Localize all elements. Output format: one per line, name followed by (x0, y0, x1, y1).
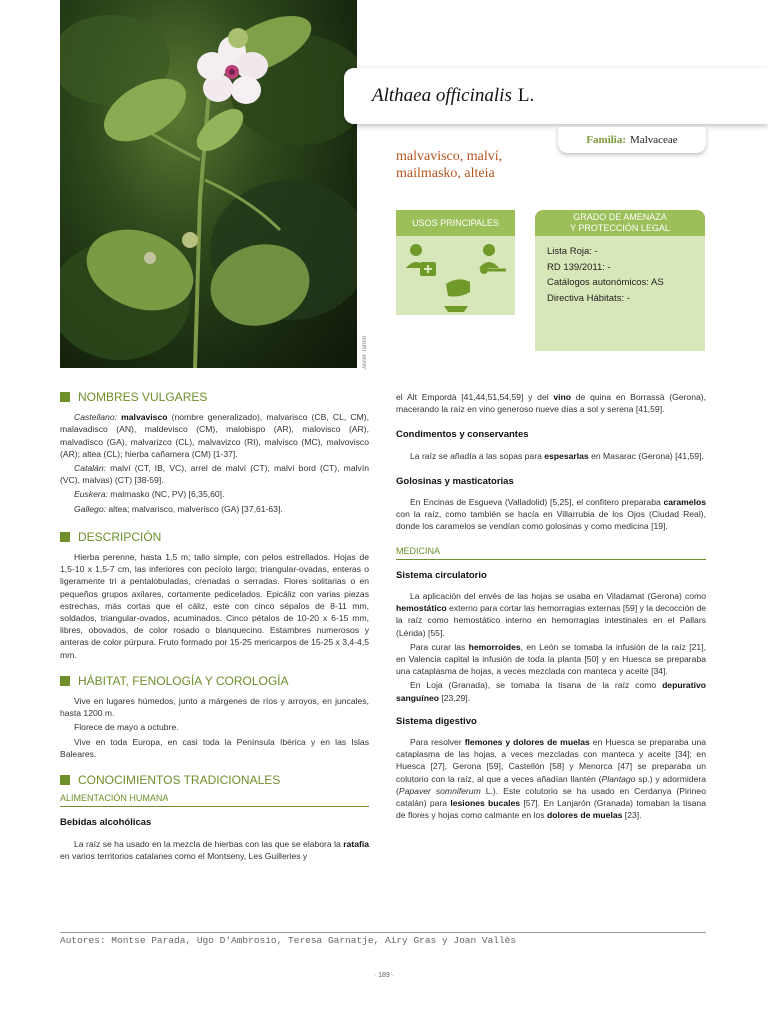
section-marker (60, 775, 70, 785)
grado-header-line: GRADO DE AMENAZA (573, 212, 667, 222)
right-column (396, 391, 706, 823)
cont-text: de quina en Borrassà (Gerona), macerando la raíz en vino generoso nueve días a sol y serena [41,59]. (396, 392, 706, 415)
medicina-subheading: MEDICINA (396, 545, 706, 560)
circ-text: externo para cortar las hemorragias externas [59] y la decocción de la raíz como hemostático interno en hemorragias intestinales en el Pallars (Lérida) [55]. (396, 603, 707, 638)
section-marker (60, 676, 70, 686)
catalan-para (60, 462, 369, 486)
gallego-label: Gallego: (74, 503, 107, 514)
usos-header: USOS PRINCIPALES (396, 210, 515, 236)
bebidas-para (60, 838, 369, 862)
habitat-heading (60, 675, 369, 687)
usos-panel (396, 236, 515, 315)
habitat-para: Florece de mayo a octubre. (74, 722, 179, 733)
mortar-icon (444, 279, 470, 312)
habitat-para: Vive en toda Europa, en casi toda la Península Ibérica y en las Islas Baleares. (60, 736, 369, 759)
conocimientos-heading (60, 774, 369, 786)
family-value: Malvaceae (630, 134, 678, 146)
cond-text: La raíz se añadía a las sopas para (410, 450, 545, 461)
circ-text: Para curar las (410, 641, 469, 652)
circ-text: , en León se tomaba la infusión de la raíz [21], en Valencia capital la infusión de toda la planta [50] y en Huesca se preparaba una cataplasma de hojas, a veces mezclada con manteca y aceite [34]. (396, 641, 706, 677)
grado-item: RD 139/2011: - (547, 261, 611, 273)
species-title-box (344, 68, 768, 124)
bebidas-heading: Bebidas alcohólicas (60, 817, 152, 829)
habitat-para: Vive en lugares húmedos, junto a márgenes de ríos y arroyos, en juncales, hasta 1200 m. (60, 696, 369, 719)
circ-bold: hemostático (396, 603, 447, 614)
grado-header-line: Y PROTECCIÓN LEGAL (570, 223, 670, 233)
dig-bold: dolores de muelas (546, 810, 623, 821)
medicine-icon (479, 244, 506, 274)
nombres-title: NOMBRES VULGARES (78, 390, 208, 404)
common-names (396, 148, 556, 182)
descripcion-heading (60, 531, 369, 543)
gol-bold: caramelos (663, 497, 706, 508)
catalan-label: Catalán: (74, 463, 107, 474)
condimentos-heading: Condimentos y conservantes (396, 429, 529, 441)
circ-text: [23,29]. (438, 692, 471, 703)
common-names-line: mailmasko, alteia (396, 166, 495, 181)
castellano-text: (nombre generalizado), malvarisco (CB, CL, CM), malavadisco (AN), maldevisco (CM), malobispo (AR), malovisco (AR), malvadisco (GA), malvarizco (CL), malvavizco (RI), malvisco (MC), malvovisco (AR); altea (CL); hierba cañamera (CM) [1-37]. (60, 412, 370, 459)
catalan-text: malví (CT, IB, VC), arrel de malví (CT), malví bord (CT), malvín (VC), malvas) (CT) [38-59]. (60, 463, 369, 486)
alimentacion-subheading: ALIMENTACIÓN HUMANA (60, 792, 369, 807)
castellano-label: Castellano: (74, 412, 117, 423)
grado-item: Lista Roja: - (547, 246, 598, 257)
page-number: · 189 · (373, 972, 395, 979)
cont-para (396, 391, 706, 415)
dig-text: Para resolver (410, 737, 465, 748)
family-tab (558, 127, 706, 153)
gol-text: En Encinas de Esgueva (Valladolid) [5,25], el confitero preparaba (410, 497, 664, 508)
grado-item: Directiva Hábitats: - (547, 292, 630, 304)
nombres-heading (60, 391, 369, 403)
circ-bold: hemorroides (468, 641, 521, 652)
gol-text: con la raíz, como también se hacía en Villarrubia de los Ojos (Ciudad Real), donde los caramelos se vendían como golosinas y como medicina [19]. (396, 509, 706, 532)
species-name: Althaea officinalis (372, 85, 512, 106)
left-column (60, 391, 369, 864)
cond-text: en Masarac (Gerona) [41,59]. (588, 450, 704, 461)
circ-bold: depurativo sanguíneo (396, 680, 706, 703)
bebidas-bold: ratafia (343, 838, 369, 849)
euskera-text: malmasko (NC, PV) [6,35,60]. (107, 489, 225, 500)
dig-text: sp.) y adormidera ( (396, 773, 706, 796)
dig-para (396, 736, 706, 821)
grado-item: Catálogos autonómicos: AS (547, 277, 664, 288)
golosinas-heading: Golosinas y masticatorias (396, 475, 514, 487)
bebidas-text: en varios territorios catalanes como el Montseny, Les Guilleries y (60, 850, 308, 861)
dig-em: Papaver somniferum (398, 785, 481, 796)
food-icon (406, 244, 436, 276)
gallego-text: altea; malvarisco, malverisco (GA) [37,61-63]. (106, 503, 283, 514)
family-label: Familia: (586, 134, 627, 146)
circ-para (396, 679, 706, 703)
authors: Autores: Montse Parada, Ugo D'Ambrosio, Teresa Garnatje, Airy Gras y Joan Vallès (60, 935, 517, 946)
cont-text: el Alt Empordà [41,44,51,54,59] y del (396, 392, 554, 402)
conocimientos-title: CONOCIMIENTOS TRADICIONALES (78, 773, 281, 788)
dig-text: [57]. En Lanjarón (Granada) tomaban la tisana de flores y hojas como calmante en los (396, 798, 706, 821)
grado-panel (535, 236, 705, 351)
grado-header (535, 210, 705, 236)
common-names-line: malvavisco, malví, (396, 149, 503, 164)
castellano-para (60, 411, 369, 460)
digestivo-heading: Sistema digestivo (396, 715, 477, 727)
circulatorio-heading: Sistema circulatorio (396, 569, 487, 581)
dig-text: [23]. (622, 810, 642, 821)
dig-text: L.). Este colutorio se ha usado en Cerdanya (Pirineo catalán) para (396, 785, 706, 809)
circ-para (396, 641, 706, 678)
euskera-label: Euskera: (74, 489, 108, 500)
gallego-para (60, 503, 369, 515)
dig-bold: lesiones bucales (450, 798, 521, 809)
section-marker (60, 392, 70, 402)
circ-para (396, 590, 706, 639)
circ-text: La aplicación del envés de las hojas se usaba en Viladamat (Gerona) como (410, 591, 706, 602)
plant-photo (60, 0, 357, 368)
condimentos-para (396, 450, 706, 462)
euskera-para (60, 488, 369, 500)
habitat-title: HÁBITAT, FENOLOGÍA Y COROLOGÍA (78, 673, 289, 688)
section-marker (60, 532, 70, 542)
dig-bold: flemones y dolores de muelas (464, 737, 590, 748)
bebidas-text: La raíz se ha usado en la mezcla de hierbas con las que se elabora la (74, 838, 344, 849)
footer-divider (60, 932, 706, 933)
cont-bold: vino (553, 392, 572, 402)
descripcion-text: Hierba perenne, hasta 1,5 m; tallo simple, con pelos estrellados. Hojas de 1,5-10 x 1,5-7 cm, las inferiores con pecíolo largo; triangular-ovadas, enteras o ligeramente tri a pentalobuladas, crenadas o serradas. Flores solitarias o en pequeños grupos axilares, cortamente pedicelados. Epicáliz con varias piezas estrechas, más cortas que el cáliz, este con cinco sépalos de 8-11 mm, soldados, triangular-ovados, acuminados. Cinco pétalos de 10-20 x 6-15 mm, libres, obovados, de color rosado o blanquecino. Estambres numerosos y anteras de color púrpura. Fruto formado por 15-25 mericarpos de 15-25 x 3,4-4,5 mm. (60, 552, 369, 660)
photo-credit: Javier Tardío (362, 335, 368, 370)
species-author: L. (517, 85, 535, 106)
plant-illustration (60, 0, 357, 368)
dig-em: Plantago (601, 773, 636, 784)
dig-text: en Huesca se preparaba una cataplasma de las hojas, a veces mezcladas con manteca y aceite [34]; en Huesca [27], Gerona [59], Castellón [58] y Menorca [47] se preparaba un colutorio con la raíz, al que a veces añadían llantén ( (396, 737, 707, 784)
circ-text: En Loja (Granada), se tomaba la tisana de la raíz como (410, 680, 663, 691)
castellano-name: malvavisco (121, 412, 168, 423)
cond-bold: espesarlas (544, 450, 589, 461)
golosinas-para (396, 496, 706, 533)
descripcion-title: DESCRIPCIÓN (78, 529, 162, 544)
